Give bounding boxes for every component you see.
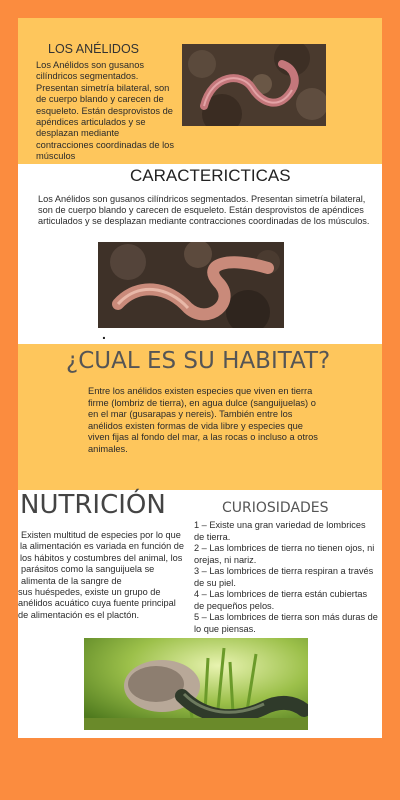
caracteristicas-panel <box>18 164 382 344</box>
curiosidades-title: CURIOSIDADES <box>222 500 329 516</box>
curiosidad-item: 2 – Las lombrices de tierra no tienen ojos, ni orejas, ni nariz. <box>194 543 375 565</box>
caracteristicas-title: CARACTERICTICAS <box>130 166 291 185</box>
earthworm-soil-image <box>182 44 326 126</box>
habitat-text: Entre los anélidos existen especies que viven en tierra firme (lombriz de tierra), en agua dulce (sanguijuelas) o en el mar (gusarapas y nereis). También entre los anélidos existen formas de vida libre y especies que viven fijas al fondo del mar, a las rocas o incluso a otros animales. <box>88 386 318 454</box>
curiosidad-item: 5 – Las lombrices de tierra son más duras de lo que piensas. <box>194 612 378 634</box>
intro-title: LOS ANÉLIDOS <box>48 42 140 56</box>
curiosidad-item: 1 – Existe una gran variedad de lombrices de tierra. <box>194 520 366 542</box>
nutricion-line: Existen multitud de especies por lo que <box>21 530 181 540</box>
habitat-panel <box>18 344 382 490</box>
curiosidad-item: 4 – Las lombrices de tierra están cubiertas de pequeños pelos. <box>194 589 368 611</box>
nutricion-line: parásitos como la sanguijuela se <box>21 564 155 575</box>
bullet: . <box>102 326 106 342</box>
curiosidades-list <box>194 520 378 635</box>
caracteristicas-text: Los Anélidos son gusanos cilíndricos segmentados. Presentan simetría bilateral, son de cuerpo blando y carecen de esqueleto. Están desprovistos de apéndices articulados y se desplazan mediante contracciones coordinadas de los músculos. <box>38 194 370 227</box>
habitat-title: ¿CUAL ES SU HABITAT? <box>66 348 331 374</box>
intro-panel <box>18 18 382 164</box>
nutricion-line: anélidos acuático cuya fuente principal <box>18 598 176 609</box>
nutricion-text <box>18 530 198 621</box>
nutricion-line: sus huéspedes, existe un grupo de <box>18 587 161 598</box>
earthworm-image <box>98 242 284 328</box>
curiosidad-item: 3 – Las lombrices de tierra respiran a través de su piel. <box>194 566 374 588</box>
nutricion-title: NUTRICIÓN <box>20 490 166 520</box>
nutricion-line: los hábitos y costumbres del animal, los <box>20 552 183 563</box>
nutricion-line: la alimentación es variada en función de <box>20 541 184 552</box>
worm-grass-image <box>84 638 308 730</box>
nutricion-line: alimenta de la sangre de <box>21 575 122 586</box>
intro-text: Los Anélidos son gusanos cilíndricos segmentados. Presentan simetría bilateral, son de cuerpo blando y carecen de esqueleto. Están desprovistos de apéndices articulados y se desplazan mediante contracciones coordinadas de los músculos <box>36 60 174 162</box>
nutricion-panel <box>18 490 382 738</box>
nutricion-line: de alimentación es el plactón. <box>18 609 140 620</box>
